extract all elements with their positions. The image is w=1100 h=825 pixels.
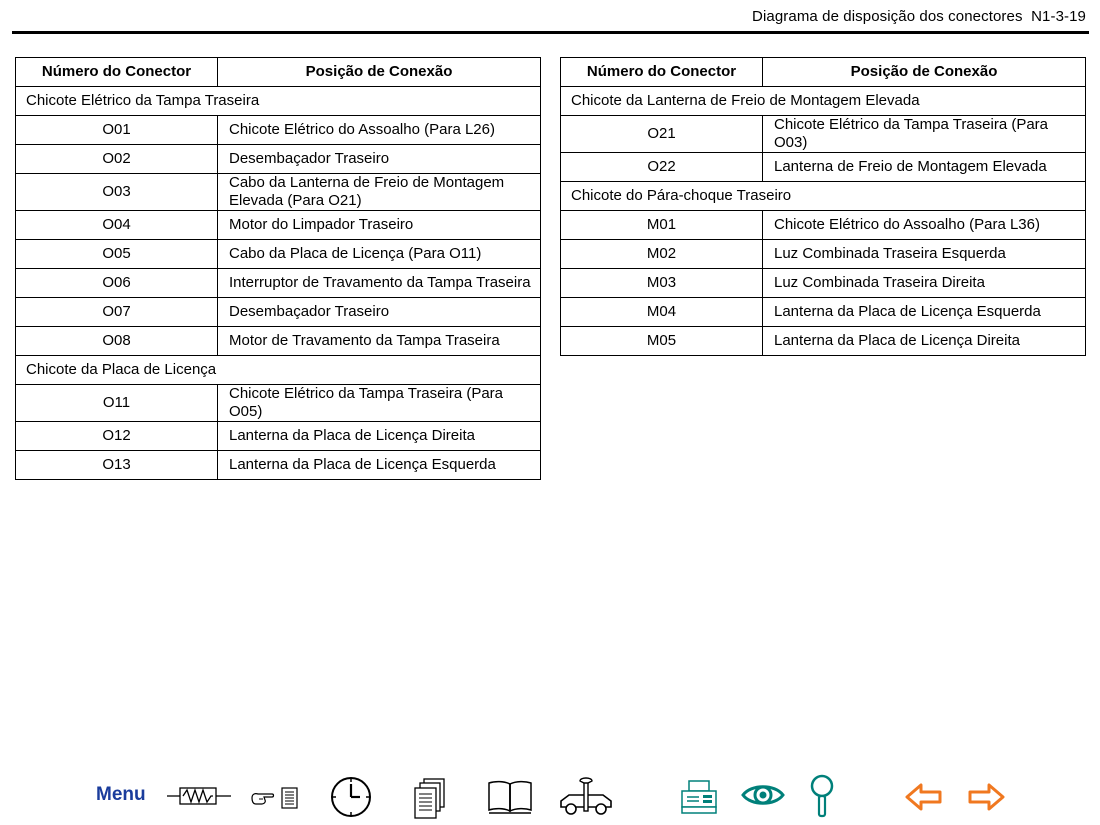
pointing-hand-document-icon[interactable] [250,784,300,812]
connector-number: O07 [16,298,218,327]
table-row [16,174,541,211]
connector-table-left [15,57,541,480]
table-row [16,298,541,327]
eye-icon[interactable] [741,780,785,810]
group-label: Chicote da Lanterna de Freio de Montagem Elevada [561,87,1086,116]
connection-position: Desembaçador Traseiro [218,145,541,174]
open-book-icon[interactable] [486,778,534,816]
group-row [561,87,1086,116]
group-label: Chicote da Placa de Licença [16,356,541,385]
connector-number: O13 [16,451,218,480]
connector-number: O04 [16,211,218,240]
car-wrench-icon[interactable] [557,775,615,819]
menu-button[interactable]: Menu [96,784,146,805]
arrow-left-icon[interactable] [904,782,944,812]
connector-number: O21 [561,116,763,153]
group-label: Chicote Elétrico da Tampa Traseira [16,87,541,116]
connector-number: O02 [16,145,218,174]
table-row [561,298,1086,327]
connection-position: Chicote Elétrico do Assoalho (Para L36) [763,211,1086,240]
table-row [16,385,541,422]
connector-number: M05 [561,327,763,356]
table-row [16,269,541,298]
table-row [16,211,541,240]
clock-icon[interactable] [329,775,373,819]
table-header-row [561,58,1086,87]
table-row [16,422,541,451]
table-row [561,327,1086,356]
connection-position: Desembaçador Traseiro [218,298,541,327]
connector-number: M01 [561,211,763,240]
header-rule [12,31,1089,34]
connection-position: Lanterna de Freio de Montagem Elevada [763,153,1086,182]
connection-position: Motor do Limpador Traseiro [218,211,541,240]
connection-position: Lanterna da Placa de Licença Direita [763,327,1086,356]
page-number: N1-3-19 [1031,8,1086,25]
connector-number: O01 [16,116,218,145]
connection-position: Chicote Elétrico da Tampa Traseira (Para O03) [763,116,1086,153]
column-header-position: Posição de Conexão [763,58,1086,87]
connection-position: Lanterna da Placa de Licença Esquerda [218,451,541,480]
group-row [16,356,541,385]
connection-position: Luz Combinada Traseira Direita [763,269,1086,298]
table-row [561,240,1086,269]
page-title: Diagrama de disposição dos conectores [752,8,1023,25]
resistor-icon[interactable] [166,782,232,810]
column-header-number: Número do Conector [561,58,763,87]
table-row [16,116,541,145]
table-row [561,269,1086,298]
connector-table-right [560,57,1086,356]
connection-position: Lanterna da Placa de Licença Direita [218,422,541,451]
page-header [0,8,1086,25]
pages-icon[interactable] [412,777,448,821]
connector-number: O03 [16,174,218,211]
table-row [561,211,1086,240]
connection-position: Chicote Elétrico do Assoalho (Para L26) [218,116,541,145]
connector-number: M02 [561,240,763,269]
group-row [561,182,1086,211]
connector-number: O08 [16,327,218,356]
magnifier-icon[interactable] [808,774,836,820]
connector-number: O11 [16,385,218,422]
connector-number: O05 [16,240,218,269]
printer-icon[interactable] [679,778,719,816]
table-row [16,327,541,356]
connector-number: M03 [561,269,763,298]
arrow-right-icon[interactable] [966,782,1006,812]
table-row [16,451,541,480]
connector-number: O12 [16,422,218,451]
table-row [561,153,1086,182]
connection-position: Interruptor de Travamento da Tampa Traseira [218,269,541,298]
connector-number: O22 [561,153,763,182]
group-label: Chicote do Pára-choque Traseiro [561,182,1086,211]
table-header-row [16,58,541,87]
connection-position: Chicote Elétrico da Tampa Traseira (Para O05) [218,385,541,422]
connection-position: Cabo da Placa de Licença (Para O11) [218,240,541,269]
connection-position: Cabo da Lanterna de Freio de Montagem Elevada (Para O21) [218,174,541,211]
connection-position: Motor de Travamento da Tampa Traseira [218,327,541,356]
connection-position: Luz Combinada Traseira Esquerda [763,240,1086,269]
table-row [16,145,541,174]
column-header-position: Posição de Conexão [218,58,541,87]
connector-number: M04 [561,298,763,327]
connection-position: Lanterna da Placa de Licença Esquerda [763,298,1086,327]
table-row [16,240,541,269]
connector-number: O06 [16,269,218,298]
group-row [16,87,541,116]
navigation-toolbar [0,770,1100,825]
column-header-number: Número do Conector [16,58,218,87]
table-row [561,116,1086,153]
